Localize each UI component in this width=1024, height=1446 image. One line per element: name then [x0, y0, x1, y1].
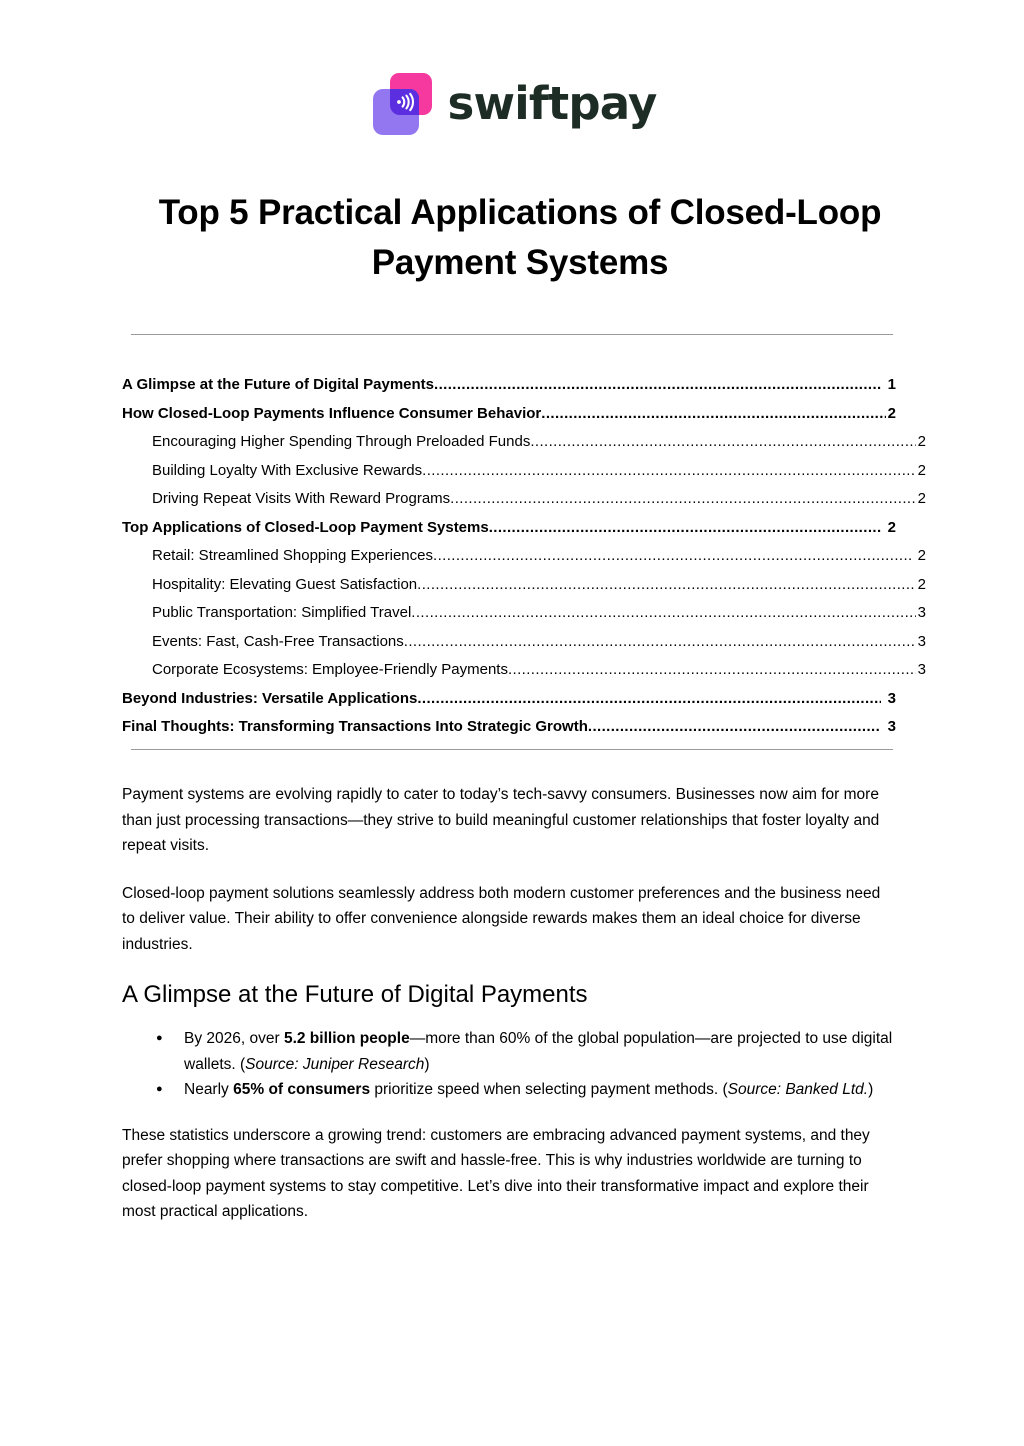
closing-paragraph: These statistics underscore a growing trend: customers are embracing advanced payment systems, and they prefer shopping where transactions are swift and hassle-free. This is why industries worldwide are turning to closed-loop payment systems to stay competitive. Let’s dive into their transformative impact and explore their most practical applications. [122, 1126, 870, 1221]
divider-below-toc [131, 749, 893, 750]
toc-entry-page: 2 [917, 490, 926, 507]
toc-entry-label: Hospitality: Elevating Guest Satisfaction [152, 575, 418, 593]
toc-entry[interactable] [122, 628, 926, 657]
toc-dot-leader [588, 713, 881, 742]
toc-dot-leader [417, 685, 881, 714]
toc-dot-leader [422, 457, 916, 486]
toc-dot-leader [450, 485, 916, 514]
toc-entry-label: Building Loyalty With Exclusive Rewards [152, 461, 423, 479]
divider-above-toc [131, 334, 893, 335]
toc-entry-label: Driving Repeat Visits With Reward Programs [152, 490, 451, 507]
list-item [122, 1026, 896, 1077]
toc-entry-page: 3 [917, 604, 926, 621]
toc-dot-leader [434, 371, 881, 400]
page-title: Top 5 Practical Applications of Closed-Loop Payment Systems [158, 193, 882, 282]
brand-wordmark: swiftpay [447, 77, 657, 130]
bullet2-source: Source: Banked Ltd. [727, 1081, 869, 1099]
toc-entry-page: 2 [917, 461, 926, 479]
toc-dot-leader [508, 656, 916, 685]
list-item [122, 1077, 896, 1103]
toc-entry-label: Top Applications of Closed-Loop Payment Systems [122, 518, 489, 536]
toc-entry[interactable] [122, 514, 896, 543]
toc-dot-leader [541, 400, 886, 429]
toc-entry-page: 2 [917, 547, 926, 564]
toc-entry[interactable] [122, 599, 926, 628]
toc-entry-page: 1 [887, 376, 896, 393]
toc-entry-page: 3 [887, 689, 896, 707]
table-of-contents [122, 371, 926, 742]
toc-entry-page: 2 [917, 575, 926, 593]
toc-dot-leader [489, 514, 881, 543]
bullet1-bold-1: 5.2 billion people [283, 1030, 410, 1048]
toc-entry-label: Public Transportation: Simplified Travel [152, 604, 412, 621]
toc-entry[interactable] [122, 371, 896, 400]
toc-entry-page: 2 [887, 404, 896, 422]
toc-entry-label: Final Thoughts: Transforming Transactions Into Strategic Growth [122, 718, 588, 735]
toc-entry-page: 2 [887, 518, 896, 536]
bullet1-text-2: —more than 60% of the global population—are projected to use digital wallets. ( [184, 1030, 893, 1073]
section-heading-glimpse: A Glimpse at the Future of Digital Payments [122, 981, 588, 1008]
intro-paragraph-2: Closed-loop payment solutions seamlessly address both modern customer preferences and the business need to deliver value. Their ability to offer convenience alongside rewards makes them an ideal choice for diverse industries. [122, 884, 881, 953]
toc-entry-label: How Closed-Loop Payments Influence Consumer Behavior [122, 404, 542, 422]
toc-entry-label: A Glimpse at the Future of Digital Payments [122, 376, 434, 393]
toc-entry[interactable] [122, 685, 896, 714]
toc-entry-label: Beyond Industries: Versatile Applications [122, 689, 418, 707]
toc-entry[interactable] [122, 485, 926, 514]
bullet1-source: Source: Juniper Research [245, 1055, 425, 1073]
toc-entry-page: 3 [887, 718, 896, 735]
nfc-contactless-icon [390, 89, 419, 115]
toc-entry[interactable] [122, 457, 926, 486]
bullet1-text-3: ) [424, 1055, 430, 1073]
toc-entry[interactable] [122, 656, 926, 685]
bullet2-bold-1: 65% of consumers [233, 1081, 371, 1099]
bullet1-text-1: By 2026, over [184, 1030, 284, 1048]
toc-entry-label: Corporate Ecosystems: Employee-Friendly Payments [152, 661, 508, 678]
toc-entry[interactable] [122, 571, 926, 600]
toc-dot-leader [530, 428, 916, 457]
toc-entry-label: Events: Fast, Cash-Free Transactions [152, 632, 404, 650]
document-body [122, 782, 896, 1247]
toc-entry-page: 3 [917, 632, 926, 650]
toc-dot-leader [433, 542, 911, 571]
toc-dot-leader [404, 628, 916, 657]
toc-entry[interactable] [122, 428, 926, 457]
toc-dot-leader [417, 571, 916, 600]
toc-entry[interactable] [122, 542, 926, 571]
bullet2-text-1: Nearly [184, 1081, 234, 1099]
statistics-list [122, 1026, 896, 1103]
toc-entry-label: Encouraging Higher Spending Through Preloaded Funds [152, 433, 531, 450]
toc-entry-page: 2 [917, 433, 926, 450]
toc-entry-page: 3 [917, 661, 926, 678]
bullet2-text-3: ) [868, 1081, 874, 1099]
toc-entry[interactable] [122, 400, 896, 429]
bullet2-text-2: prioritize speed when selecting payment methods. ( [370, 1081, 728, 1099]
toc-entry-label: Retail: Streamlined Shopping Experiences [152, 547, 433, 564]
brand-logo [0, 72, 1024, 138]
toc-dot-leader [411, 599, 916, 628]
intro-paragraph-1: Payment systems are evolving rapidly to cater to today’s tech-savvy consumers. Businesses now aim for more than just processing transactions—they strive to build meaningful customer relationships that foster loyalty and repeat visits. [122, 786, 880, 854]
swiftpay-logo-mark [368, 72, 434, 138]
toc-entry[interactable] [122, 713, 896, 742]
